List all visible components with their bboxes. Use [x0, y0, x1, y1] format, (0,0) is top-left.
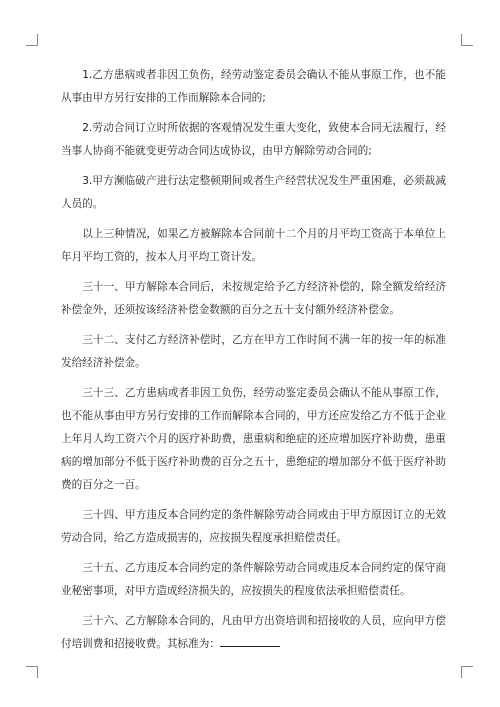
- paragraph: 三十五、乙方违反本合同约定的条件解除劳动合同或违反本合同约定的保守商业秘密事项，对甲方造成经济损失的，应按损失的程度依法承担赔偿责任。: [61, 562, 446, 597]
- paragraph: 2.劳动合同订立时所依据的客观情况发生重大变化，致使本合同无法履行，经当事人协商不能就变更劳动合同达成协议，由甲方解除劳动合同的;: [61, 122, 446, 157]
- document-body: [61, 64, 446, 663]
- crop-mark-top-left: [26, 34, 38, 46]
- paragraph: 三十二、支付乙方经济补偿时，乙方在甲方工作时间不满一年的按一年的标准发给经济补偿金。: [61, 334, 446, 369]
- paragraph: 三十三、乙方患病或者非因工负伤，经劳动鉴定委员会确认不能从事原工作，也不能从事由甲方另行安排的工作而解除本合同的，甲方还应发给乙方不低于企业上年月人均工资六个月的医疗补助费，患重病和绝症的还应增加医疗补助费，患重病的增加部分不低于医疗补助费的百分之五十，患绝症的增加部分不低于医疗补助费的百分之一百。: [61, 387, 446, 491]
- paragraph: 三十一、甲方解除本合同后，未按规定给予乙方经济补偿的，除全额发给经济补偿金外，还须按该经济补偿金数额的百分之五十支付额外经济补偿金。: [61, 281, 446, 316]
- crop-mark-bottom-left: [26, 666, 38, 678]
- crop-mark-top-right: [461, 34, 473, 46]
- paragraph: 三十四、甲方违反本合同约定的条件解除劳动合同或由于甲方原因订立的无效劳动合同，给乙方造成损害的，应按损失程度承担赔偿责任。: [61, 509, 446, 544]
- paragraph: 3.甲方濒临破产进行法定整顿期间或者生产经营状况发生严重困难，必须裁减人员的。: [61, 175, 446, 210]
- crop-mark-bottom-right: [461, 666, 473, 678]
- paragraph-last: [61, 610, 446, 656]
- paragraph: 以上三种情况，如果乙方被解除本合同前十二个月的月平均工资高于本单位上年月平均工资的，按本人月平均工资计发。: [61, 228, 446, 263]
- fill-in-blank: [220, 634, 280, 647]
- paragraph: 1.乙方患病或者非因工负伤，经劳动鉴定委员会确认不能从事原工作，也不能从事由甲方另行安排的工作而解除本合同的;: [61, 69, 446, 104]
- paragraph-last-text: 三十六、乙方解除本合同的，凡由甲方出资培训和招接收的人员，应向甲方偿付培训费和招接收费。其标准为：: [61, 615, 446, 650]
